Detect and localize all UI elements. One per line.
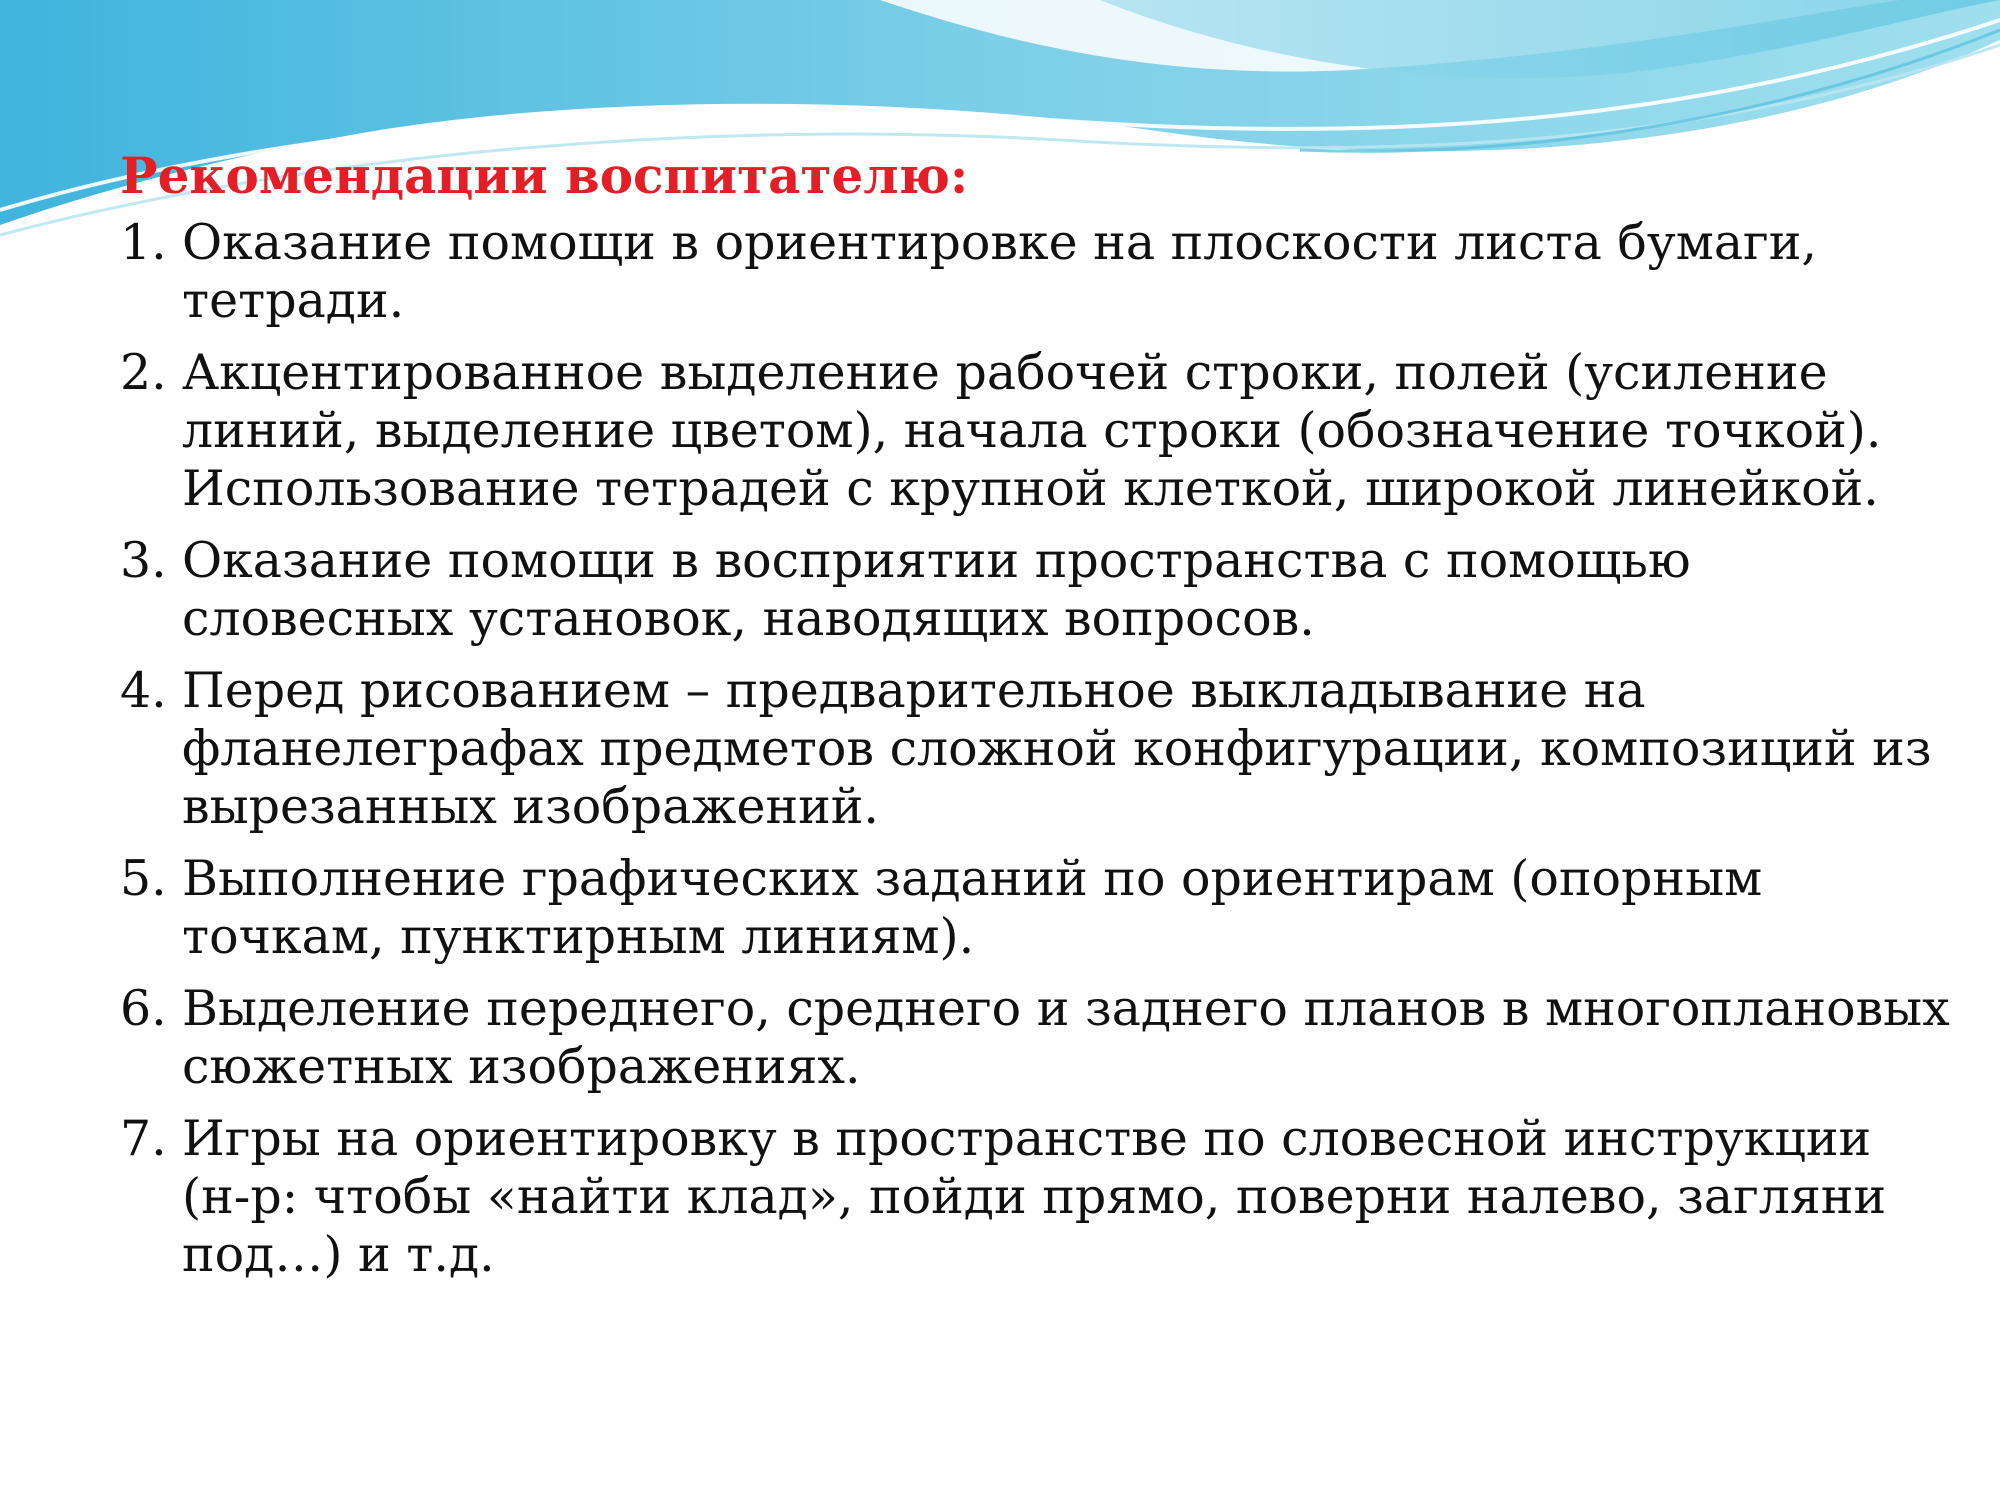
list-item-number: 1.	[120, 214, 167, 271]
list-item	[120, 214, 1950, 330]
list-item-number: 2.	[120, 344, 167, 401]
slide-content	[120, 140, 1950, 1298]
list-item-text: Акцентированное выделение рабочей строки, полей (усиление линий, выделение цветом), начала строки (обозначение точкой). Использование тетрадей с крупной клеткой, широкой линейкой.	[182, 344, 1882, 517]
list-item	[120, 980, 1950, 1096]
list-item	[120, 532, 1950, 648]
list-item-text: Оказание помощи в восприятии пространства с помощью словесных установок, наводящих вопросов.	[182, 532, 1691, 647]
slide-title: Рекомендации воспитателю:	[120, 146, 969, 205]
list-item	[120, 850, 1950, 966]
list-item-text: Перед рисованием – предварительное выкладывание на фланелеграфах предметов сложной конфигурации, композиций из вырезанных изображений.	[182, 662, 1932, 835]
list-item-number: 4.	[120, 662, 167, 719]
list-item-number: 3.	[120, 532, 167, 589]
list-item-number: 5.	[120, 850, 167, 907]
list-item-text: Игры на ориентировку в пространстве по словесной инструкции (н-р: чтобы «найти клад», пойди прямо, поверни налево, загляни под…) и т.д.	[182, 1110, 1887, 1283]
list-item	[120, 662, 1950, 836]
list-item-number: 7.	[120, 1110, 167, 1167]
list-item-text: Оказание помощи в ориентировке на плоскости листа бумаги, тетради.	[182, 214, 1817, 329]
recommendation-list	[120, 214, 1950, 1284]
list-item-text: Выполнение графических заданий по ориентирам (опорным точкам, пунктирным линиям).	[182, 850, 1763, 965]
list-item	[120, 1110, 1950, 1284]
list-item-number: 6.	[120, 980, 167, 1037]
list-item-text: Выделение переднего, среднего и заднего планов в многоплановых сюжетных изображениях.	[182, 980, 1950, 1095]
list-item	[120, 344, 1950, 518]
